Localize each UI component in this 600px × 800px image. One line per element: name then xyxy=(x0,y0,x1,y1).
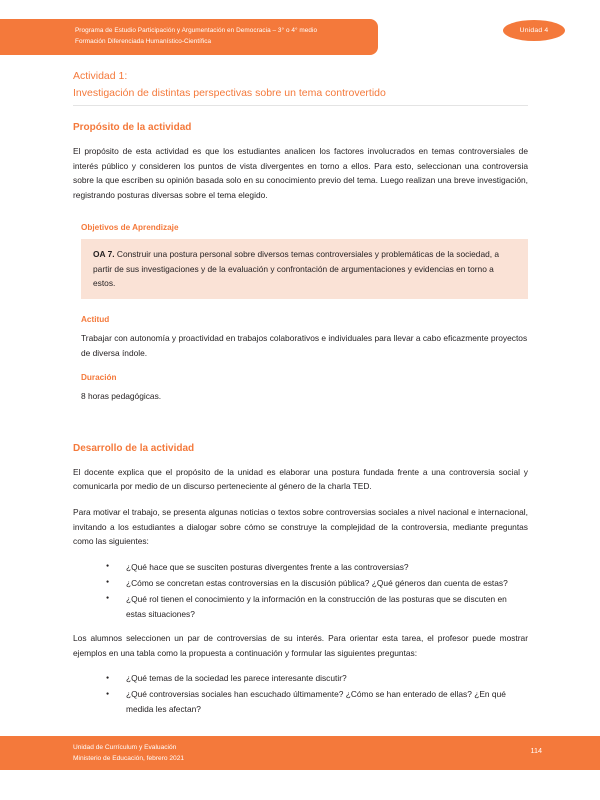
list-item: ● ¿Qué controversias sociales han escuchado últimamente? ¿Cómo se han enterado de ellas? ¿En qué medida les afectan? xyxy=(106,687,528,716)
learning-objectives-heading: Objetivos de Aprendizaje xyxy=(81,223,179,233)
oa-description: Construir una postura personal sobre diversos temas controversiales y problemáticas de la sociedad, a partir de sus investigaciones y de la evaluación y confrontación de argumentaciones y evidencias en torno a estos. xyxy=(93,249,500,288)
page-header-bar xyxy=(0,19,378,55)
footer-source xyxy=(73,743,184,764)
duration-heading: Duración xyxy=(81,373,117,383)
activity-label: Actividad 1: xyxy=(73,70,128,82)
activity-title-block xyxy=(73,68,528,106)
document-content xyxy=(73,68,528,727)
list-item: ● ¿Cómo se concretan estas controversias en la discusión pública? ¿Qué géneros dan cuenta de estas? xyxy=(106,576,528,591)
duration-text: 8 horas pedagógicas. xyxy=(81,391,162,402)
development-question-list-1 xyxy=(73,560,528,621)
purpose-heading: Propósito de la actividad xyxy=(73,122,192,133)
spacer xyxy=(73,415,528,441)
list-item: ● ¿Qué hace que se susciten posturas divergentes frente a las controversias? xyxy=(106,560,528,575)
unit-badge: Unidad 4 xyxy=(503,20,565,41)
page-footer-bar xyxy=(0,736,600,770)
attitude-heading: Actitud xyxy=(81,314,110,324)
development-paragraph-3: Los alumnos seleccionen un par de controversias de su interés. Para orientar esta tarea, el profesor puede mostrar ejemplos en una tabla como la propuesta a continuación y formular las siguientes preguntas: xyxy=(73,633,528,658)
footer-line-1: Unidad de Currículum y Evaluación xyxy=(73,744,177,751)
development-heading: Desarrollo de la actividad xyxy=(73,442,195,454)
development-paragraph-2: Para motivar el trabajo, se presenta algunas noticias o textos sobre controversias sociales a nivel nacional e internacional, invitando a los estudiantes a dialogar sobre cómo se construye la complejidad de la controversia, mediante preguntas como las siguientes: xyxy=(73,506,528,547)
footer-line-2: Ministerio de Educación, febrero 2021 xyxy=(73,754,185,762)
purpose-paragraph: El propósito de esta actividad es que los estudiantes analicen los factores involucrados en temas controversiales de interés público y consideren los puntos de vista divergentes en torno a ellos. Para esto, seleccionan una controversia sobre la que escriben su opinión basada solo en su conocimiento previo del tema. Luego realizan una breve investigación, registrando posturas diversas sobre el tema elegido. xyxy=(73,146,528,200)
page-number: 114 xyxy=(530,746,542,755)
learning-objective-box xyxy=(81,239,528,299)
spacer xyxy=(73,213,528,221)
duration-block xyxy=(73,371,528,404)
header-formation-line: Formación Diferenciada Humanístico-Científica xyxy=(75,38,212,45)
activity-name: Investigación de distintas perspectivas sobre un tema controvertido xyxy=(73,86,386,99)
development-paragraph-1: El docente explica que el propósito de la unidad es elaborar una postura fundada frente a una controversia social y comunicarla por medio de un discurso perteneciente al género de la charla TED. xyxy=(73,466,528,492)
list-item: ● ¿Qué temas de la sociedad les parece interesante discutir? xyxy=(106,671,528,686)
learning-objective-text xyxy=(93,247,516,290)
oa-code: OA 7. xyxy=(93,249,115,260)
list-item: ● ¿Qué rol tienen el conocimiento y la información en la construcción de las posturas que se discuten en estas situaciones? xyxy=(106,592,528,621)
header-program-line: Programa de Estudio Participación y Argumentación en Democracia – 3° o 4° medio xyxy=(75,27,318,34)
development-question-list-2 xyxy=(73,671,528,716)
attitude-text: Trabajar con autonomía y proactividad en trabajos colaborativos e individuales para llevar a cabo eficazmente proyectos de diversa índole. xyxy=(81,332,528,358)
attitude-block xyxy=(73,313,528,360)
